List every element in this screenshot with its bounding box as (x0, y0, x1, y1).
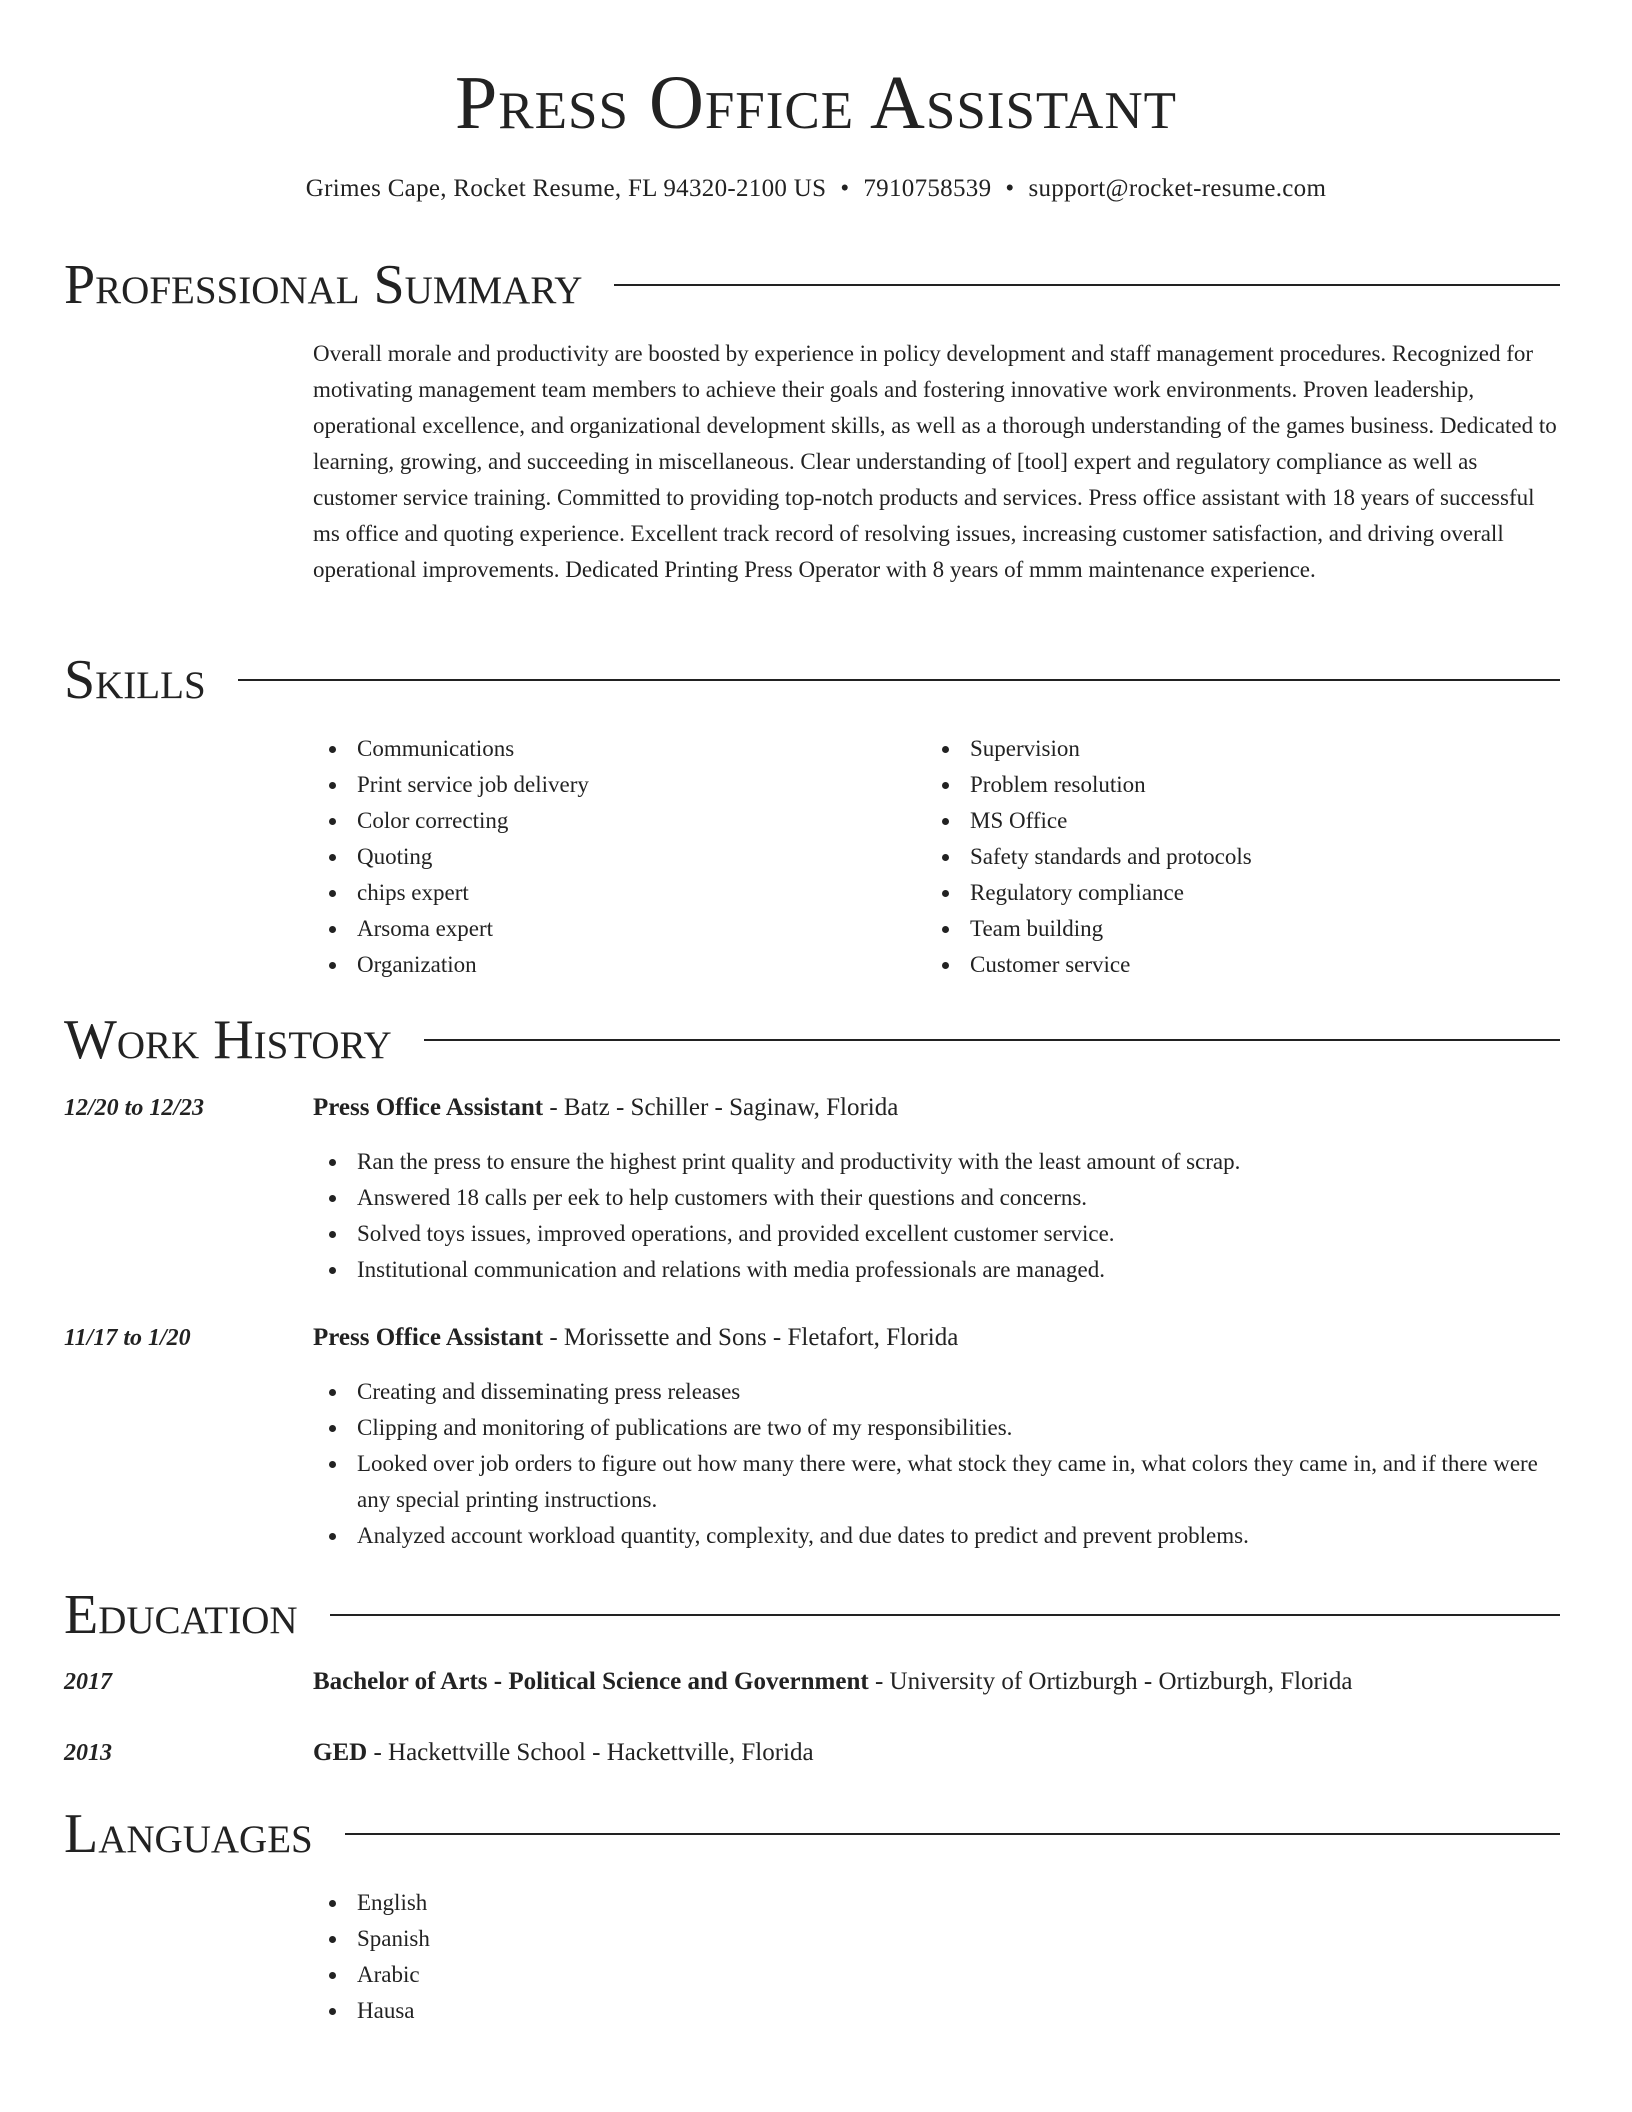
section-divider (330, 1614, 1560, 1616)
work-section-header (64, 1010, 1560, 1070)
summary-text: Overall morale and productivity are boosted by experience in policy development and staff management procedures. Recognized for motivating management team members to achieve their goals and fostering innovative work environments. Proven leadership, operational excellence, and organizational development skills, as well as a thorough understanding of the games business. Dedicated to learning, growing, and succeeding in miscellaneous. Clear understanding of [tool] expert and regulatory compliance as well as customer service training. Committed to providing top-notch products and services. Press office assistant with 18 years of successful ms office and quoting experience. Excellent track record of resolving issues, increasing customer satisfaction, and driving overall operational improvements. Dedicated Printing Press Operator with 8 years of mmm maintenance experience. (313, 341, 1557, 582)
skill-item: Supervision (926, 731, 1546, 767)
job-title: Press Office Assistant (313, 1094, 544, 1121)
job-heading (313, 1090, 1563, 1126)
contact-address: Grimes Cape, Rocket Resume, FL 94320-2100 US (305, 175, 827, 202)
skill-item: Team building (926, 911, 1546, 947)
education-entry (313, 1735, 1563, 1771)
skills-section-header (64, 650, 1560, 710)
job-duty: Clipping and monitoring of publications are two of my responsibilities. (313, 1410, 1563, 1446)
education-entry (313, 1664, 1563, 1700)
skill-item: Print service job delivery (313, 767, 873, 803)
job-duty: Looked over job orders to figure out how many there were, what stock they came in, what colors they came in, and if there were any special printing instructions. (313, 1446, 1563, 1518)
contact-line (0, 172, 1632, 206)
skill-item: MS Office (926, 803, 1546, 839)
skill-item: Arsoma expert (313, 911, 873, 947)
education-degree: GED (313, 1739, 368, 1766)
education-year: 2013 (64, 1740, 112, 1766)
skill-item: Quoting (313, 839, 873, 875)
job-employer: - Morissette and Sons - Fletafort, Florida (543, 1324, 959, 1351)
job-duty: Creating and disseminating press releases (313, 1374, 1563, 1410)
job-duty: Institutional communication and relations with media professionals are managed. (313, 1252, 1563, 1288)
skill-item: Regulatory compliance (926, 875, 1546, 911)
skill-item: Customer service (926, 947, 1546, 983)
language-item: Spanish (313, 1921, 913, 1957)
skill-item: Problem resolution (926, 767, 1546, 803)
job-duties-list (313, 1374, 1563, 1554)
skills-list-left (313, 731, 873, 983)
job-duty: Analyzed account workload quantity, complexity, and due dates to predict and prevent problems. (313, 1518, 1563, 1554)
education-school: - Hackettville School - Hackettville, Florida (367, 1739, 814, 1766)
section-divider (614, 284, 1560, 286)
job-dates: 11/17 to 1/20 (64, 1325, 191, 1351)
skill-item: Safety standards and protocols (926, 839, 1546, 875)
resume-name: Press Office Assistant (455, 61, 1177, 145)
education-section-header (64, 1585, 1560, 1645)
section-divider (424, 1039, 1560, 1041)
skills-section-title: Skills (64, 649, 206, 711)
education-section-title: Education (64, 1584, 298, 1646)
job-title: Press Office Assistant (313, 1324, 544, 1351)
contact-phone: 7910758539 (863, 175, 992, 202)
education-school: - University of Ortizburgh - Ortizburgh, Florida (868, 1668, 1353, 1695)
education-degree: Bachelor of Arts - Political Science and Government (313, 1668, 869, 1695)
job-heading (313, 1320, 1563, 1356)
work-section-title: Work History (64, 1009, 392, 1071)
skill-item: Color correcting (313, 803, 873, 839)
skill-item: Communications (313, 731, 873, 767)
section-divider (345, 1833, 1560, 1835)
job-duties-list (313, 1144, 1563, 1288)
contact-separator: • (1005, 175, 1015, 202)
section-divider (238, 679, 1560, 681)
summary-section-title: Professional Summary (64, 254, 583, 316)
job-employer: - Batz - Schiller - Saginaw, Florida (543, 1094, 899, 1121)
job-dates: 12/20 to 12/23 (64, 1095, 205, 1121)
job-duty: Solved toys issues, improved operations, and provided excellent customer service. (313, 1216, 1563, 1252)
contact-separator: • (840, 175, 850, 202)
languages-section-title: Languages (64, 1803, 313, 1865)
skill-item: Organization (313, 947, 873, 983)
languages-list (313, 1885, 913, 2029)
education-year: 2017 (64, 1669, 112, 1695)
languages-section-header (64, 1804, 1560, 1864)
summary-section-header (64, 255, 1560, 315)
language-item: Arabic (313, 1957, 913, 1993)
job-duty: Ran the press to ensure the highest print quality and productivity with the least amount of scrap. (313, 1144, 1563, 1180)
skill-item: chips expert (313, 875, 873, 911)
contact-email: support@rocket-resume.com (1028, 175, 1327, 202)
skills-list-right (926, 731, 1546, 983)
language-item: Hausa (313, 1993, 913, 2029)
job-duty: Answered 18 calls per eek to help customers with their questions and concerns. (313, 1180, 1563, 1216)
language-item: English (313, 1885, 913, 1921)
